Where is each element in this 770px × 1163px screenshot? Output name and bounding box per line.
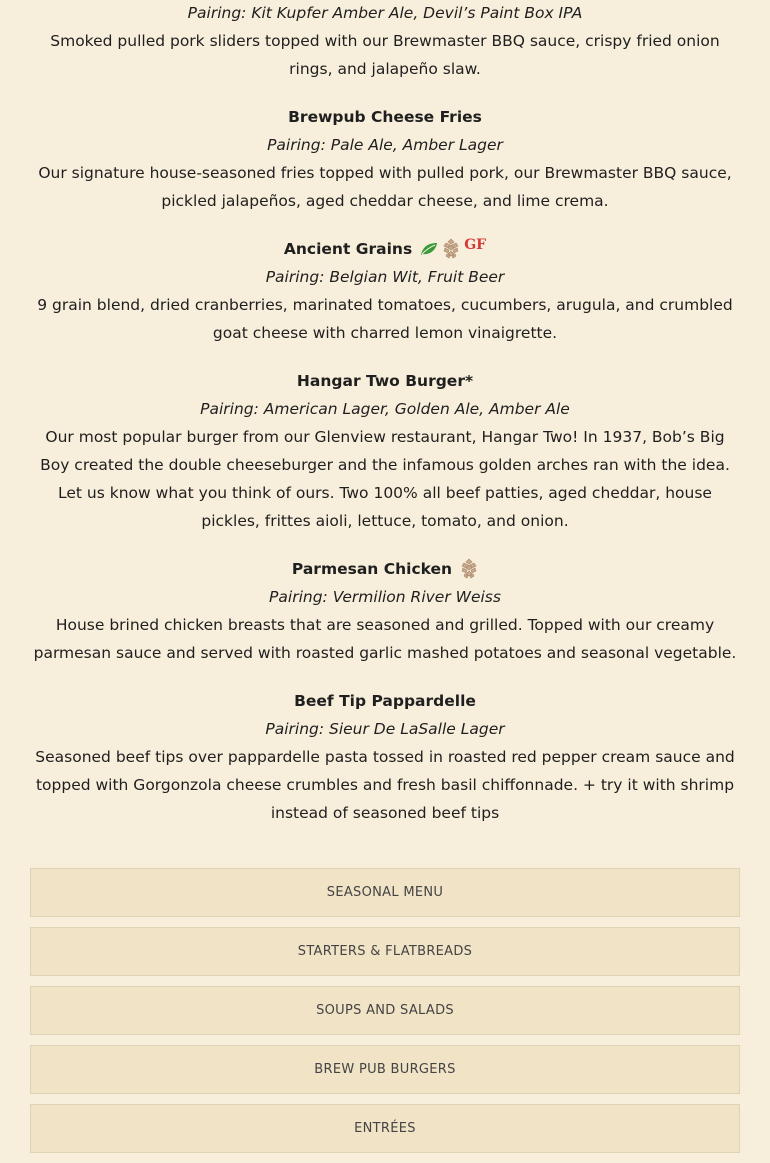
item-description: Our most popular burger from our Glenview restaurant, Hangar Two! In 1937, Bob’s Big Boy created the double cheeseburger and the infamous golden arches ran with the idea. Let us know what you think of ours. Two 100% all beef patties, aged cheddar, house pickles, frittes aioli, lettuce, tomato, and onion. xyxy=(40,428,730,530)
pairing-text: Pairing: American Lager, Golden Ale, Amber Ale xyxy=(200,400,570,418)
item-description: Our signature house-seasoned fries topped with pulled pork, our Brewmaster BBQ sauce, pickled jalapeños, aged cheddar cheese, and lime crema. xyxy=(38,164,732,210)
menu-item-ancient-grains xyxy=(0,235,770,347)
brew-pub-burgers-button[interactable]: BREW PUB BURGERS xyxy=(30,1045,740,1094)
item-name: Ancient Grains xyxy=(283,240,413,258)
item-title xyxy=(30,235,740,263)
dietary-icons xyxy=(420,235,486,263)
pairing-text: Pairing: Kit Kupfer Amber Ale, Devil’s Paint Box IPA xyxy=(187,4,583,22)
starters-flatbreads-button[interactable]: STARTERS & FLATBREADS xyxy=(30,927,740,976)
menu-item-brewpub-cheese-fries xyxy=(0,103,770,215)
menu-item-hangar-two-burger xyxy=(0,367,770,535)
soups-salads-button[interactable]: SOUPS AND SALADS xyxy=(30,986,740,1035)
item-title xyxy=(30,103,740,131)
item-description: House brined chicken breasts that are seasoned and grilled. Topped with our creamy parmesan sauce and served with roasted garlic mashed potatoes and seasonal vegetable. xyxy=(33,616,737,662)
hop-icon xyxy=(460,558,478,580)
menu-item-beef-tip-pappardelle xyxy=(0,687,770,827)
item-name: Brewpub Cheese Fries xyxy=(288,108,482,126)
menu-category-nav xyxy=(30,868,740,1163)
item-name: Parmesan Chicken xyxy=(291,560,453,578)
menu-item-pork-sliders xyxy=(0,0,770,83)
hop-icon xyxy=(442,238,460,260)
item-description: 9 grain blend, dried cranberries, marinated tomatoes, cucumbers, arugula, and crumbled goat cheese with charred lemon vinaigrette. xyxy=(37,296,733,342)
pairing-text: Pairing: Sieur De LaSalle Lager xyxy=(265,720,505,738)
pairing-text: Pairing: Vermilion River Weiss xyxy=(269,588,501,606)
item-name: Hangar Two Burger* xyxy=(296,372,474,390)
item-title xyxy=(30,367,740,395)
menu-item-parmesan-chicken xyxy=(0,555,770,667)
pairing-text: Pairing: Pale Ale, Amber Lager xyxy=(267,136,503,154)
item-description: Seasoned beef tips over pappardelle pasta tossed in roasted red pepper cream sauce and topped with Gorgonzola cheese crumbles and fresh basil chiffonnade. + try it with shrimp instead of seasoned beef tips xyxy=(35,748,735,822)
dietary-icons xyxy=(460,558,478,580)
seasonal-menu-button[interactable]: SEASONAL MENU xyxy=(30,868,740,917)
leaf-icon xyxy=(420,242,438,256)
item-description: Smoked pulled pork sliders topped with our Brewmaster BBQ sauce, crispy fried onion rings, and jalapeño slaw. xyxy=(50,32,720,78)
item-title xyxy=(30,555,740,583)
gluten-free-icon: GF xyxy=(464,237,487,253)
item-name: Beef Tip Pappardelle xyxy=(294,692,476,710)
item-title xyxy=(30,687,740,715)
entrees-button[interactable]: ENTRÉES xyxy=(30,1104,740,1153)
pairing-text: Pairing: Belgian Wit, Fruit Beer xyxy=(265,268,505,286)
